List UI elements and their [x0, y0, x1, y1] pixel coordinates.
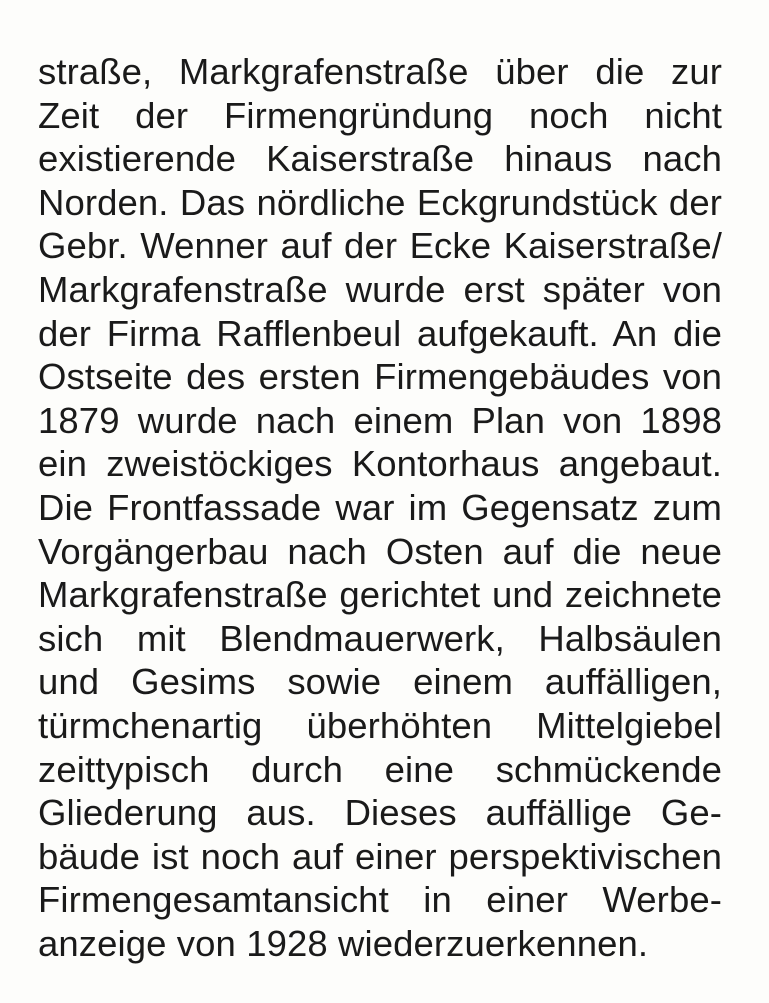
text-line: straße, Markgrafenstraße über die zur: [38, 51, 722, 92]
text-line: bäude ist noch auf einer perspektivischen: [38, 835, 722, 877]
text-line: Vorgängerbau nach Osten auf die neue: [38, 530, 722, 572]
body-paragraph: [38, 50, 722, 965]
text-line: Markgrafenstraße gerichtet und zeichnete: [38, 574, 722, 616]
text-line: 1879 wurde nach einem Plan von 1898: [38, 399, 722, 441]
text-line: ein zweistöckiges Kontorhaus angebaut.: [38, 443, 722, 485]
text-line: und Gesims sowie einem auffälligen,: [38, 661, 722, 703]
text-line: türmchenartig überhöhten Mittelgiebel: [38, 704, 722, 746]
text-line: Die Frontfassade war im Gegensatz zum: [38, 486, 722, 528]
text-line: Markgrafenstraße wurde erst später von: [38, 268, 722, 310]
text-line: Norden. Das nördliche Eckgrundstück der: [38, 181, 722, 223]
text-line: Gebr. Wenner auf der Ecke Kaiserstraße/: [38, 225, 722, 267]
text-line: zeittypisch durch eine schmückende: [38, 748, 722, 790]
text-line: Ostseite des ersten Firmengebäudes von: [38, 356, 722, 398]
text-line: existierende Kaiserstraße hinaus nach: [38, 138, 722, 180]
text-line: Gliederung aus. Dieses auffällige Ge-: [38, 792, 722, 834]
text-line: anzeige von 1928 wiederzuerkennen.: [38, 922, 649, 964]
text-line: sich mit Blendmauerwerk, Halbsäulen: [38, 617, 722, 659]
text-line: Firmengesamtansicht in einer Werbe-: [38, 879, 722, 921]
text-line: der Firma Rafflenbeul aufgekauft. An die: [38, 312, 722, 354]
text-line: Zeit der Firmengründung noch nicht: [38, 94, 722, 136]
